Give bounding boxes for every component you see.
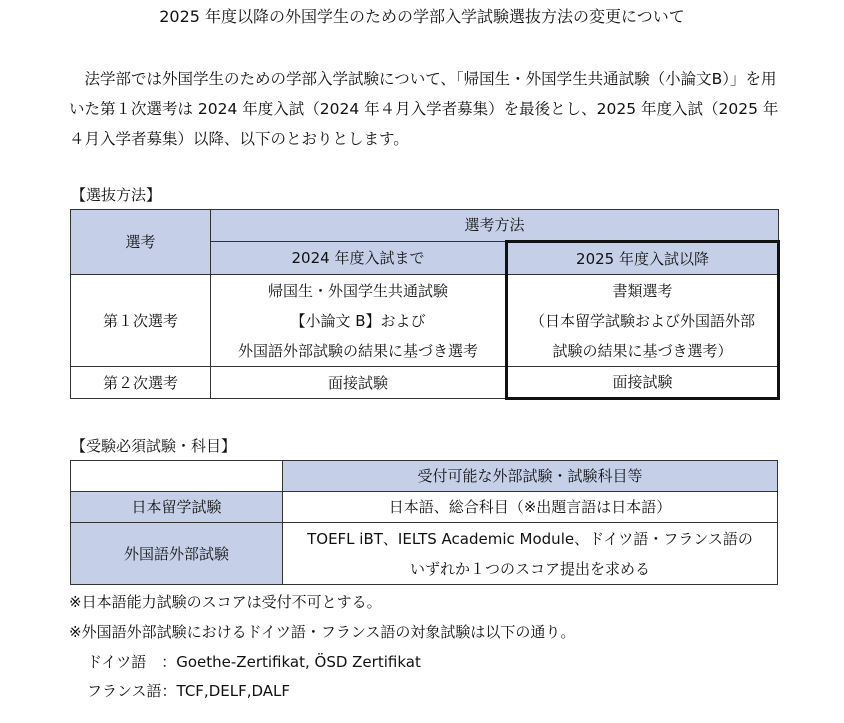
german-exams-line: ドイツ語 ：Goethe-Zertifikat, ÖSD Zertifikat: [87, 653, 421, 671]
from-2025-column-header: 2025 年度入試以降: [507, 242, 779, 275]
cell-line: （日本留学試験および外国語外部: [530, 311, 756, 330]
first-stage-label: 第１次選考: [71, 275, 211, 367]
first-stage-until-2024-cell: [211, 275, 507, 367]
required-exams-heading: 【受験必須試験・科目】: [71, 437, 237, 455]
second-stage-until-2024-cell: 面接試験: [211, 367, 507, 399]
foreign-language-row-detail: [283, 523, 778, 585]
stage-column-header: 選考: [71, 210, 211, 275]
cell-line: TOEFL iBT、IELTS Academic Module、ドイツ語・フランス語の: [307, 529, 753, 548]
cell-line: 【小論文 B】および: [290, 311, 426, 330]
second-stage-label: 第２次選考: [71, 367, 211, 399]
note-target-exams: ※外国語外部試験におけるドイツ語・フランス語の対象試験は以下の通り。: [69, 623, 576, 641]
exam-column-header-empty: [71, 461, 283, 492]
eju-row-detail: 日本語、総合科目（※出題言語は日本語）: [283, 492, 778, 523]
eju-row-label: 日本留学試験: [71, 492, 283, 523]
cell-line: 書類選考: [612, 281, 673, 300]
cell-line: 試験の結果に基づき選考）: [552, 341, 733, 360]
second-stage-from-2025-cell: 面接試験: [507, 367, 779, 399]
accepted-exams-column-header: 受付可能な外部試験・試験科目等: [283, 461, 778, 492]
method-column-header: 選考方法: [211, 210, 779, 242]
intro-paragraph: 法学部では外国学生のための学部入学試験について、「帰国生・外国学生共通試験（小論文B）」を用いた第１次選考は 2024 年度入試（2024 年４月入学者募集）を最後とし、2025 年度入試（2025 年４月入学者募集）以降、以下のとおりとします。: [69, 70, 779, 148]
cell-line: いずれか１つのスコア提出を求める: [409, 559, 650, 578]
foreign-language-row-label: 外国語外部試験: [71, 523, 283, 585]
document-title: 2025 年度以降の外国学生のための学部入学試験選抜方法の変更について: [159, 7, 685, 26]
until-2024-column-header: 2024 年度入試まで: [211, 242, 507, 275]
first-stage-from-2025-cell: [507, 275, 779, 367]
cell-line: 帰国生・外国学生共通試験: [267, 281, 448, 300]
required-exams-table: [70, 460, 778, 585]
note-jlpt-not-accepted: ※日本語能力試験のスコアは受付不可とする。: [69, 593, 382, 611]
selection-method-table: [70, 209, 780, 400]
french-exams-line: フランス語：TCF,DELF,DALF: [87, 682, 291, 700]
selection-method-heading: 【選抜方法】: [71, 186, 162, 204]
cell-line: 外国語外部試験の結果に基づき選考: [237, 341, 478, 360]
